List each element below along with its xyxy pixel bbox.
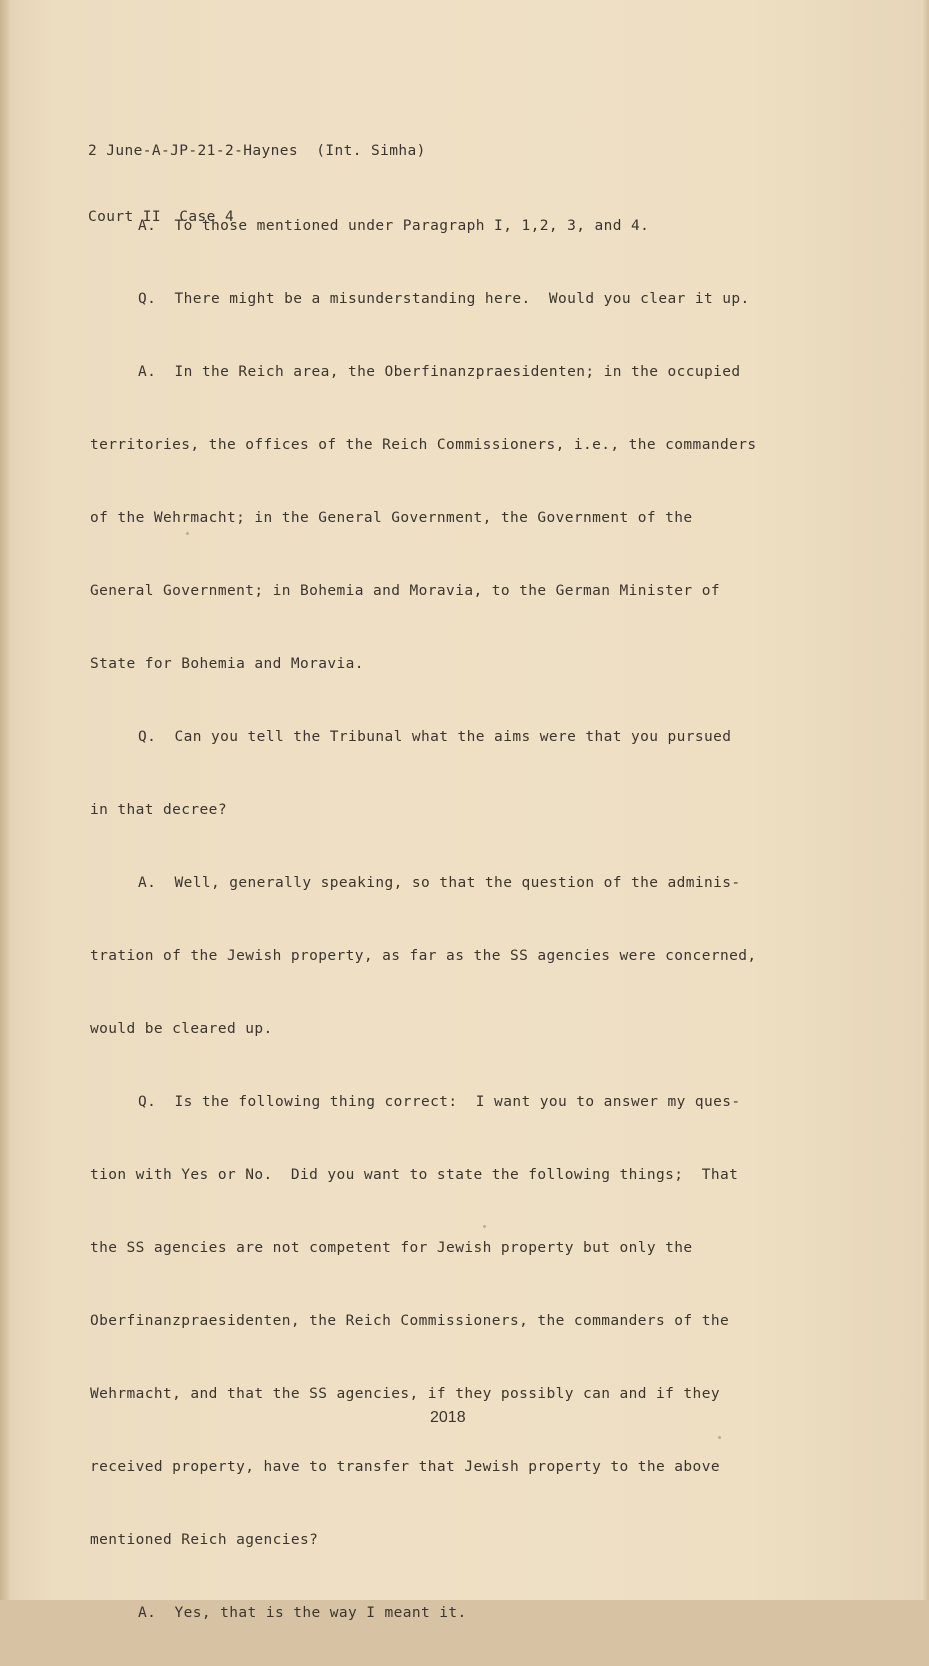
paper-left-edge — [0, 0, 10, 1600]
transcript-body — [90, 174, 850, 1666]
transcript-line: A. Well, generally speaking, so that the question of the adminis- — [138, 875, 741, 891]
transcript-line: Q. Is the following thing correct: I want you to answer my ques- — [138, 1094, 741, 1110]
paper-speck — [718, 1436, 721, 1439]
paper-speck — [483, 1225, 486, 1228]
transcript-line: received property, have to transfer that Jewish property to the above — [90, 1459, 720, 1475]
page-number: 2018 — [430, 1409, 466, 1426]
transcript-line: A. Yes, that is the way I meant it. — [138, 1605, 467, 1621]
transcript-line: General Government; in Bohemia and Moravia, to the German Minister of — [90, 583, 720, 599]
transcript-line: territories, the offices of the Reich Commissioners, i.e., the commanders — [90, 437, 757, 453]
transcript-line: tion with Yes or No. Did you want to state the following things; That — [90, 1167, 739, 1183]
transcript-line: tration of the Jewish property, as far as the SS agencies were concerned, — [90, 948, 757, 964]
transcript-line: State for Bohemia and Moravia. — [90, 656, 364, 672]
transcript-line: the SS agencies are not competent for Jewish property but only the — [90, 1240, 693, 1256]
transcript-line: mentioned Reich agencies? — [90, 1532, 319, 1548]
transcript-line: of the Wehrmacht; in the General Government, the Government of the — [90, 510, 693, 526]
transcript-line: Wehrmacht, and that the SS agencies, if they possibly can and if they — [90, 1386, 720, 1402]
transcript-line: Q. Can you tell the Tribunal what the aims were that you pursued — [138, 729, 732, 745]
paper-speck — [186, 532, 189, 535]
transcript-line: A. To those mentioned under Paragraph I, 1,2, 3, and 4. — [138, 218, 650, 234]
paper-right-edge — [921, 0, 929, 1600]
header-reference-line: 2 June-A-JP-21-2-Haynes (Int. Simha) — [88, 143, 426, 159]
transcript-line: would be cleared up. — [90, 1021, 273, 1037]
header-court-case-line: Court II Case 4 — [88, 209, 235, 225]
transcript-line: Oberfinanzpraesidenten, the Reich Commissioners, the commanders of the — [90, 1313, 730, 1329]
transcript-line: in that decree? — [90, 802, 227, 818]
transcript-line: A. In the Reich area, the Oberfinanzpraesidenten; in the occupied — [138, 364, 741, 380]
transcript-line: Q. There might be a misunderstanding here. Would you clear it up. — [138, 291, 750, 307]
